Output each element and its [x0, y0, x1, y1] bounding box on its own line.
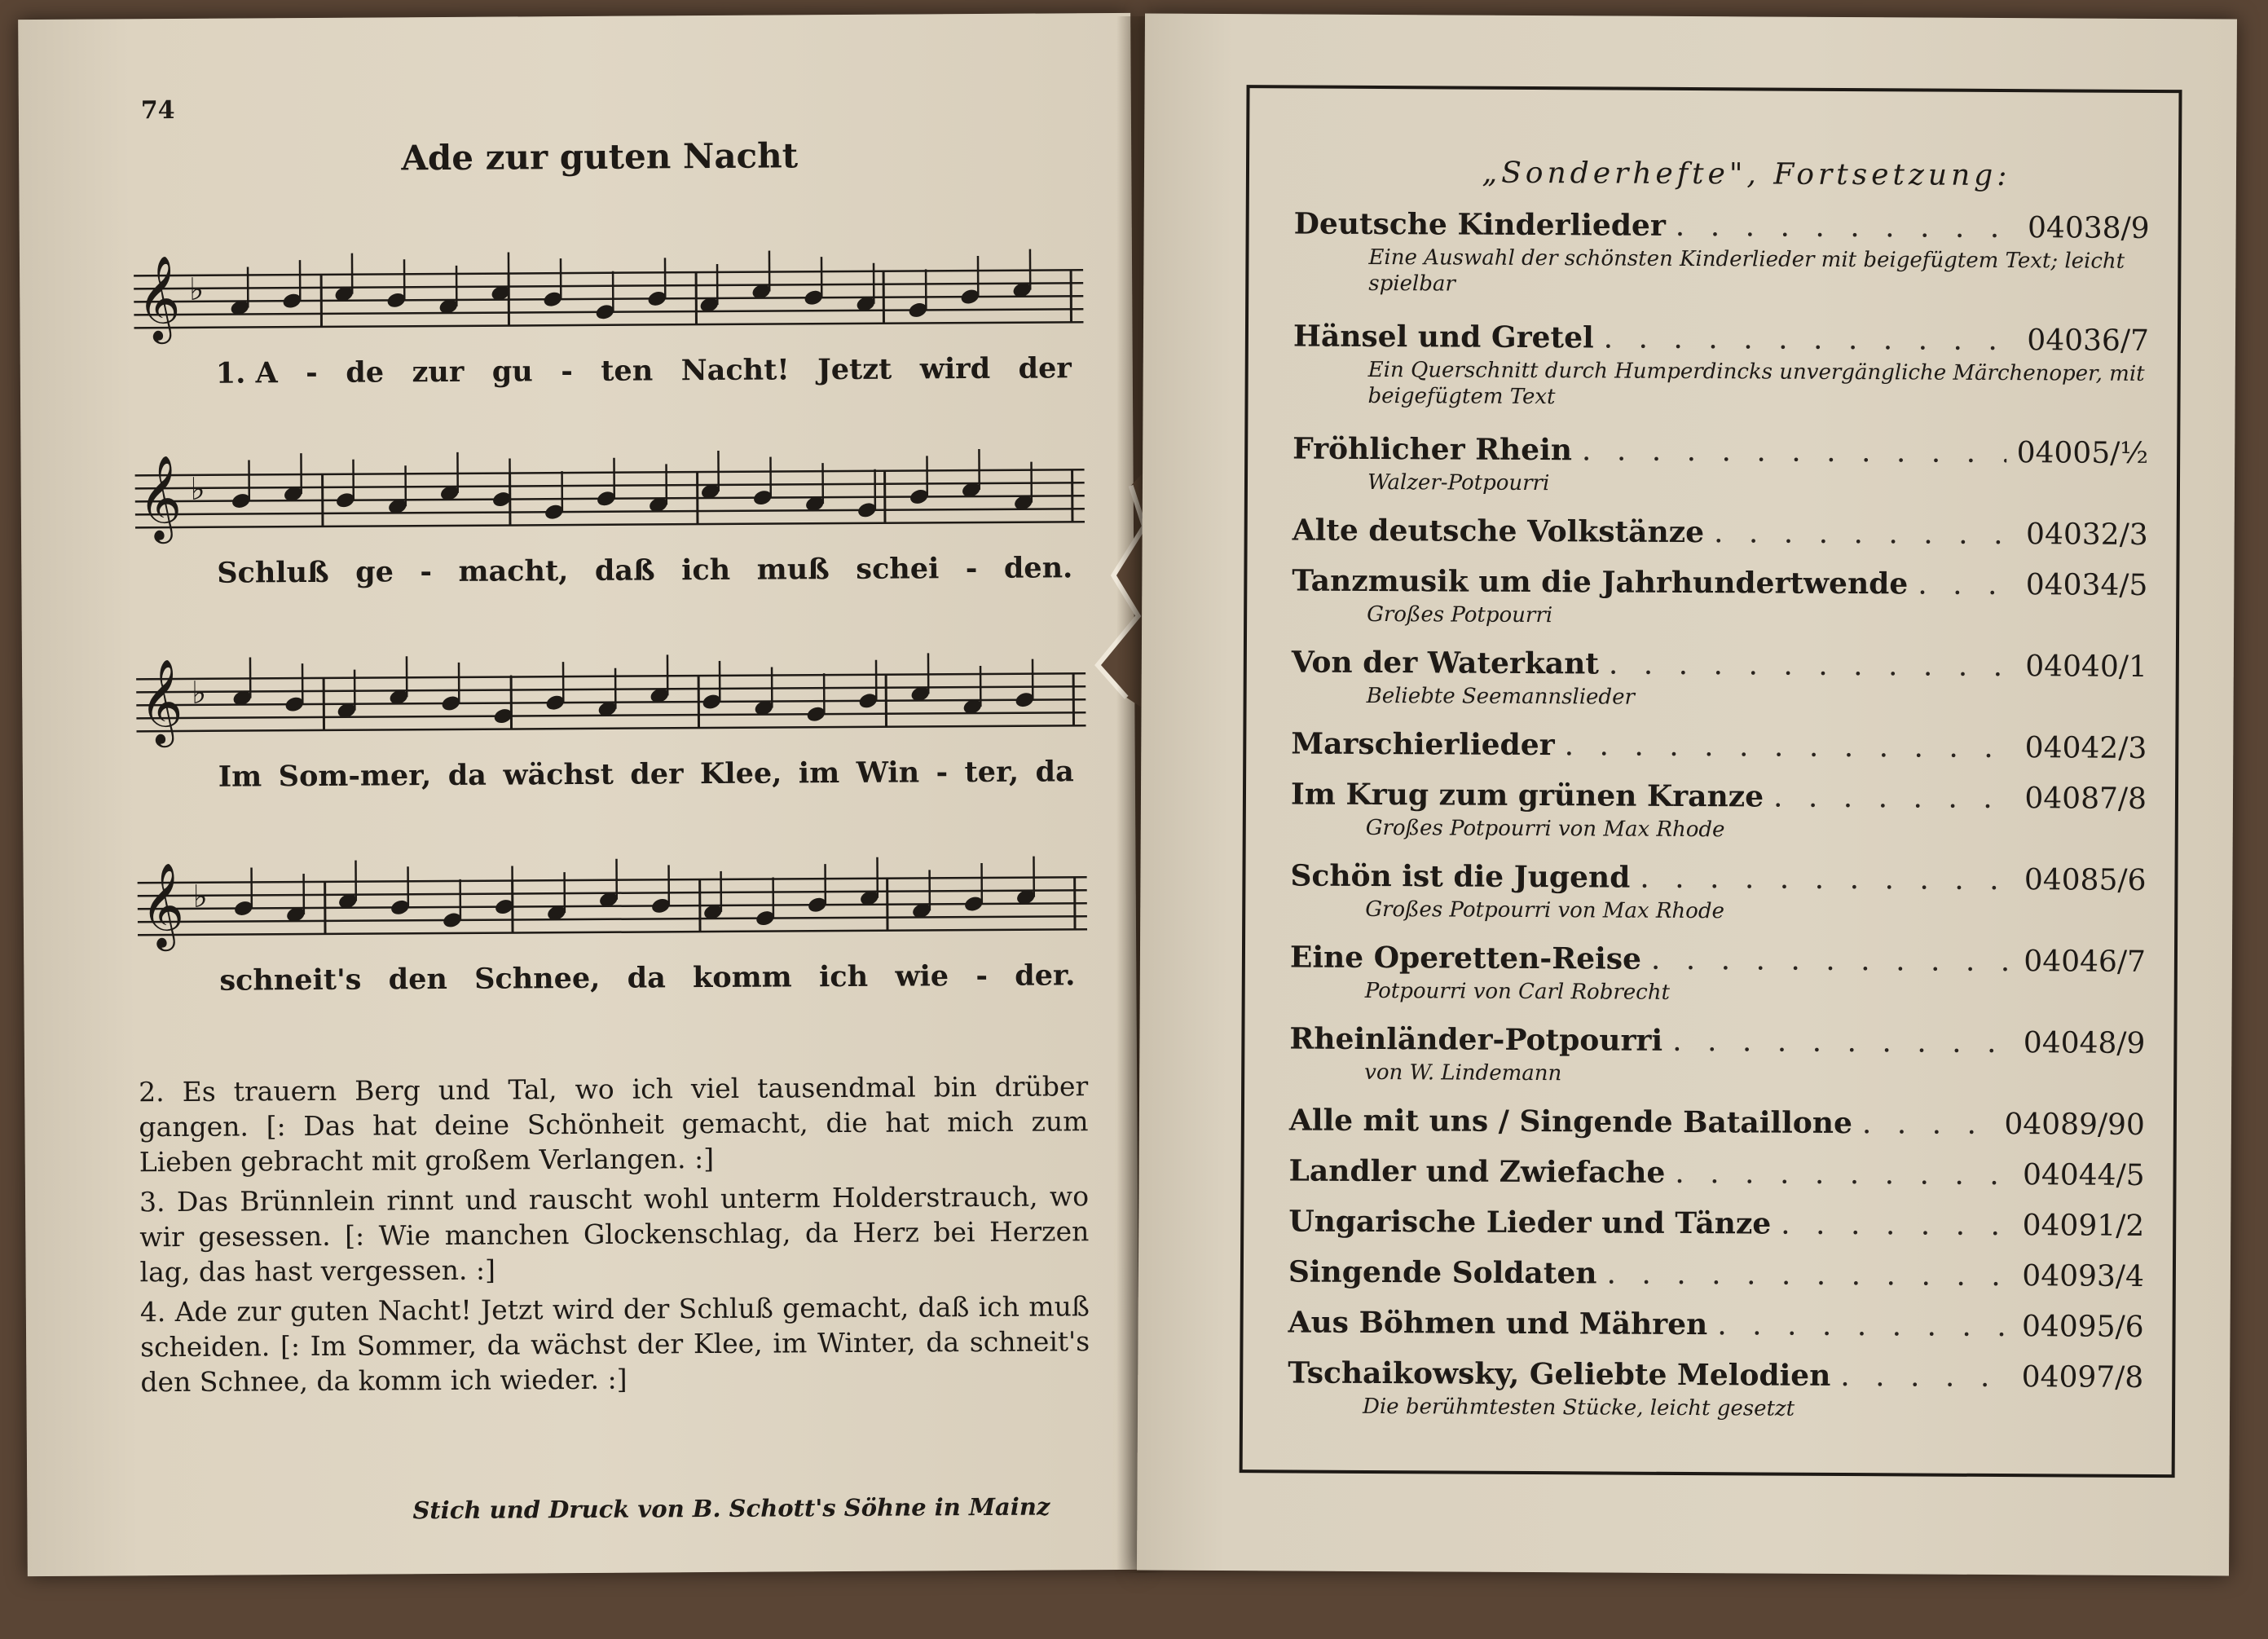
flat-icon: ♭: [192, 675, 206, 711]
entry-description: Großes Potpourri: [1367, 601, 2147, 632]
leader-dots: [1640, 861, 2015, 897]
entry-title: Von der Waterkant: [1292, 645, 1599, 681]
lyric-syllable: -: [561, 355, 573, 388]
leader-dots: [1606, 1257, 2012, 1293]
lyric-syllable: -: [936, 756, 948, 789]
leader-dots: [1651, 943, 2015, 978]
entry-title: Fröhlicher Rhein: [1293, 431, 1572, 467]
lyric-syllable: der.: [1015, 958, 1075, 992]
lyric-syllable: im: [799, 756, 840, 790]
lyric-syllable: komm: [693, 960, 792, 994]
lyric-syllable: wird: [920, 352, 991, 386]
catalog-entry: [1293, 431, 2148, 499]
lyric-syllable: Schluß: [217, 556, 329, 590]
entry-number: 04038/9: [2028, 211, 2150, 245]
entry-number: 04032/3: [2026, 518, 2148, 552]
verse-4: 4. Ade zur guten Nacht! Jetzt wird der Schluß gemacht, daß ich muß scheiden. [: Im Sommer, da wächst der Klee, im Winter, da schneit's den Schnee, da komm ich wieder. :]: [140, 1289, 1090, 1399]
treble-clef-icon: 𝄞: [138, 455, 182, 544]
lyric-syllable: Im: [218, 760, 262, 793]
lyric-syllable: ich: [681, 553, 730, 587]
catalog-entry: [1288, 1153, 2144, 1192]
catalog-entry: [1288, 1254, 2144, 1293]
music-staff-3: [136, 641, 1086, 760]
lyric-syllable: -: [306, 356, 318, 390]
entry-description: Potpourri von Carl Robrecht: [1365, 978, 2146, 1008]
catalog-entry: [1293, 319, 2149, 412]
lyric-line-3: [218, 755, 1074, 793]
entry-number: 04085/6: [2024, 863, 2147, 897]
lyric-syllable: schei: [856, 552, 939, 586]
lyric-syllable: ter,: [964, 756, 1019, 789]
lyric-syllable: gu: [492, 355, 533, 388]
entry-number: 04042/3: [2025, 731, 2147, 765]
treble-clef-icon: 𝄞: [139, 659, 183, 747]
entry-number: 04036/7: [2027, 324, 2149, 358]
entry-number: 04087/8: [2024, 782, 2147, 816]
music-staff-4: [137, 844, 1087, 964]
entry-number: 04089/90: [2004, 1108, 2145, 1142]
music-staff-2: [134, 437, 1085, 557]
lyric-syllable: macht,: [458, 554, 568, 588]
entry-title: Hänsel und Gretel: [1293, 319, 1594, 355]
entry-description: Ein Querschnitt durch Humperdincks unvergängliche Märchenoper, mit beigefügtem Text: [1367, 357, 2148, 413]
catalog-list: [1250, 88, 2179, 93]
catalog-entry: [1291, 777, 2147, 844]
entry-number: 04093/4: [2022, 1259, 2144, 1293]
catalog-entry: [1292, 563, 2147, 631]
lyric-syllable: ge: [355, 555, 394, 588]
catalog-entry: [1290, 940, 2146, 1007]
lyric-line-1: [216, 351, 1072, 390]
flat-icon: ♭: [193, 879, 208, 914]
entry-title: Marschierlieder: [1291, 726, 1555, 762]
lyric-syllable: den: [389, 963, 447, 996]
leader-dots: [1862, 1107, 1995, 1141]
catalog-entry: [1288, 1355, 2143, 1423]
lyric-syllable: da: [1035, 755, 1073, 788]
leader-dots: [1565, 729, 2015, 764]
entry-number: 04005/½: [2017, 436, 2149, 470]
lyric-syllable: Som-mer,: [279, 759, 432, 793]
entry-number: 04097/8: [2022, 1360, 2144, 1394]
entry-title: Schön ist die Jugend: [1290, 858, 1630, 894]
lyric-syllable: den.: [1004, 551, 1073, 585]
page-number: 74: [141, 96, 175, 125]
entry-description: Großes Potpourri von Max Rhode: [1365, 897, 2146, 927]
lyric-syllable: wächst: [503, 758, 614, 792]
entry-title: Eine Operetten-Reise: [1290, 940, 1641, 976]
left-page: [18, 13, 1140, 1576]
lyric-syllable: der: [630, 757, 683, 791]
entry-title: Landler und Zwiefache: [1288, 1153, 1665, 1189]
lyric-syllable: Win: [857, 756, 920, 789]
entry-number: 04034/5: [2026, 568, 2148, 602]
leader-dots: [1609, 647, 2016, 683]
entry-title: Aus Böhmen und Mähren: [1288, 1305, 1707, 1342]
catalog-entry: [1289, 1103, 2145, 1141]
catalog-entry: [1290, 858, 2146, 926]
lyric-syllable: -: [420, 555, 432, 588]
lyric-syllable: zur: [412, 355, 464, 389]
leader-dots: [1604, 321, 2018, 357]
lyric-syllable: Schnee,: [474, 962, 600, 996]
entry-title: Im Krug zum grünen Kranze: [1291, 777, 1764, 813]
catalog-heading: „Sonderhefte", Fortsetzung:: [1249, 155, 2178, 193]
song-title: Ade zur guten Nacht: [19, 134, 1131, 180]
catalog-entry: [1293, 206, 2150, 300]
lyric-syllable: Jetzt: [817, 353, 892, 387]
entry-title: Tanzmusik um die Jahrhundertwende: [1292, 563, 1908, 601]
entry-title: Ungarische Lieder und Tänze: [1288, 1204, 1771, 1240]
leader-dots: [1840, 1359, 2012, 1394]
catalog-entry: [1291, 726, 2147, 764]
entry-number: 04091/2: [2023, 1209, 2145, 1243]
entry-title: Tschaikowsky, Geliebte Melodien: [1288, 1355, 1830, 1392]
printer-credit: Stich und Druck von B. Schott's Söhne in Mainz: [412, 1492, 1050, 1524]
lyric-syllable: wie: [895, 959, 949, 993]
lyric-line-2: [217, 551, 1072, 589]
leader-dots: [1717, 1308, 2012, 1343]
leader-dots: [1773, 781, 2015, 816]
entry-description: Beliebte Seemannslieder: [1367, 683, 2147, 713]
entry-title: Alle mit uns / Singende Bataillone: [1289, 1103, 1852, 1140]
entry-description: Eine Auswahl der schönsten Kinderlieder mit beigefügtem Text; leicht spielbar: [1368, 245, 2149, 301]
lyric-syllable: ich: [819, 960, 868, 994]
lyric-syllable: 1. A: [216, 356, 278, 390]
leader-dots: [1781, 1208, 2013, 1242]
entry-number: 04048/9: [2024, 1026, 2146, 1060]
treble-clef-icon: 𝄞: [137, 255, 181, 344]
lyric-syllable: -: [975, 959, 988, 993]
entry-number: 04095/6: [2022, 1310, 2144, 1344]
leader-dots: [1675, 1157, 2013, 1192]
entry-description: Die berühmtesten Stücke, leicht gesetzt: [1363, 1394, 2143, 1424]
catalog-entry: [1292, 645, 2147, 712]
lyric-syllable: muß: [757, 553, 830, 587]
entry-number: 04044/5: [2023, 1158, 2145, 1192]
catalog-entry: [1288, 1204, 2144, 1242]
catalog-frame: [1240, 85, 2182, 1478]
treble-clef-icon: 𝄞: [140, 862, 184, 951]
lyric-syllable: daß: [595, 553, 655, 587]
entry-number: 04040/1: [2025, 650, 2147, 684]
lyric-syllable: ten: [601, 354, 653, 387]
entry-title: Deutsche Kinderlieder: [1294, 206, 1666, 242]
entry-number: 04046/7: [2024, 945, 2146, 979]
flat-icon: ♭: [191, 471, 205, 507]
lyric-syllable: da: [628, 961, 666, 994]
catalog-entry: [1289, 1021, 2145, 1089]
lyric-syllable: de: [346, 355, 384, 389]
lyric-syllable: Nacht!: [681, 353, 790, 387]
verse-3: 3. Das Brünnlein rinnt und rauscht wohl unterm Holderstrauch, wo wir gesessen. [: Wie manchen Glockenschlag, da Herz bei Herzen lag, das hast vergessen. :]: [139, 1179, 1090, 1289]
right-page: [1137, 14, 2237, 1576]
entry-title: Alte deutsche Volkstänze: [1293, 513, 1705, 549]
leader-dots: [1714, 516, 2016, 551]
lyric-syllable: da: [448, 759, 487, 792]
verse-2: 2. Es trauern Berg und Tal, wo ich viel tausendmal bin drüber gangen. [: Das hat deine Schönheit gemacht, die hat mich zum Lieben gebracht mit großem Verlangen. :]: [139, 1068, 1089, 1179]
leader-dots: [1918, 567, 2016, 601]
entry-description: von W. Lindemann: [1364, 1060, 2145, 1090]
entry-description: Walzer-Potpourri: [1367, 469, 2148, 500]
music-staff-1: [134, 237, 1084, 357]
lyric-syllable: der: [1018, 351, 1071, 385]
entry-description: Großes Potpourri von Max Rhode: [1366, 815, 2147, 845]
entry-title: Rheinländer-Potpourri: [1289, 1021, 1662, 1057]
leader-dots: [1582, 434, 2007, 469]
lyric-syllable: Klee,: [700, 756, 782, 791]
leader-dots: [1672, 1024, 2014, 1060]
lyric-line-4: [219, 958, 1075, 997]
leader-dots: [1676, 209, 2018, 245]
lyric-syllable: schneit's: [219, 963, 361, 998]
lyric-syllable: -: [966, 552, 978, 585]
entry-title: Singende Soldaten: [1288, 1254, 1597, 1290]
catalog-entry: [1293, 513, 2148, 551]
catalog-entry: [1288, 1305, 2143, 1343]
flat-icon: ♭: [189, 271, 204, 307]
